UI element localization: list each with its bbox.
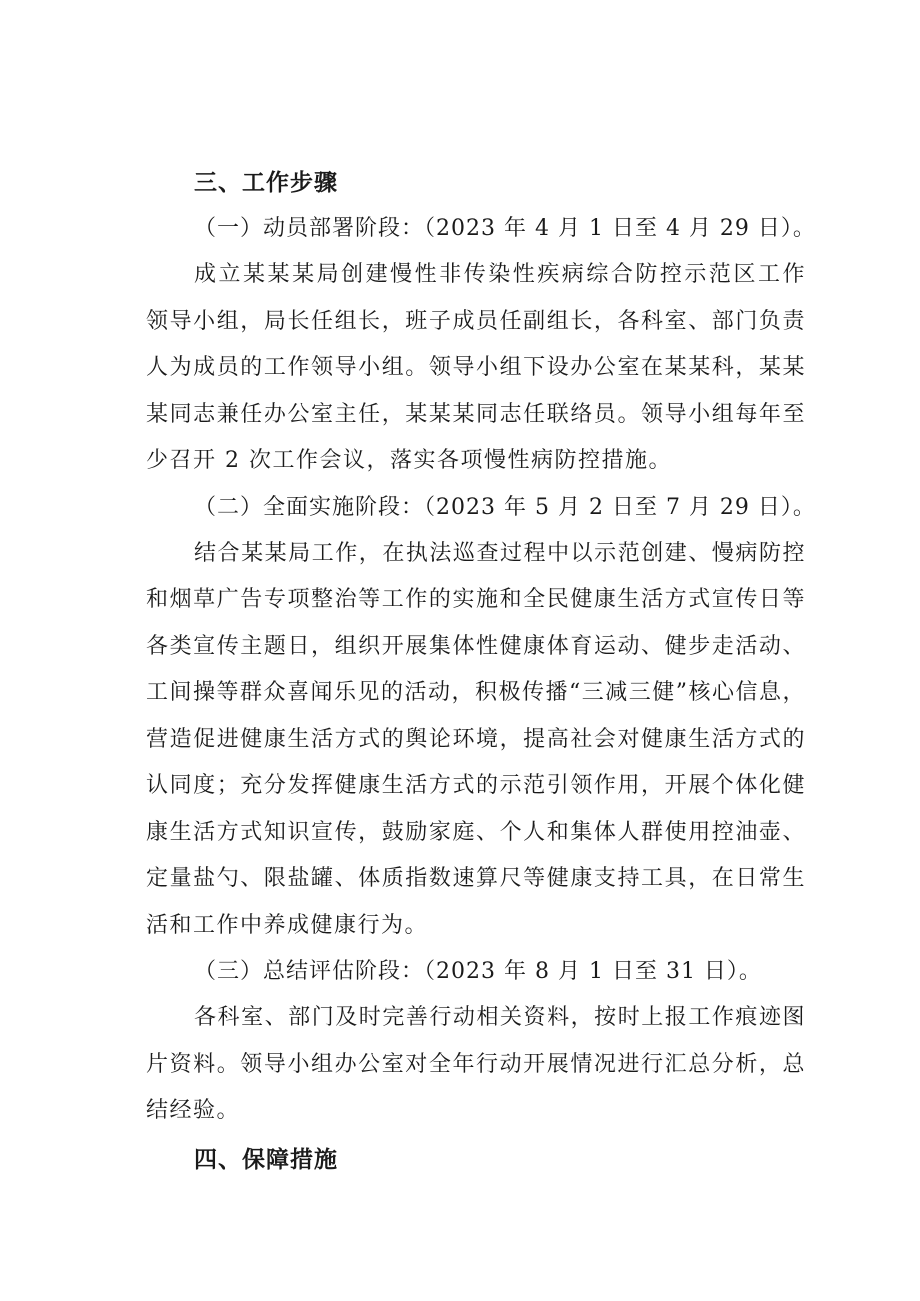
paragraph-line: 工间操等群众喜闻乐见的活动，积极传播“三减三健”核心信息， [146, 680, 806, 705]
paragraph-line: 少召开 2 次工作会议，落实各项慢性病防控措施。 [146, 448, 672, 473]
paragraph-line: 营造促进健康生活方式的舆论环境，提高社会对健康生活方式的 [146, 726, 806, 752]
paragraph-line: 结合某某局工作，在执法巡查过程中以示范创建、慢病防控 [194, 540, 806, 566]
paragraph-line: 和烟草广告专项整治等工作的实施和全民健康生活方式宣传日等 [146, 587, 806, 612]
phase-2-paragraph [146, 531, 806, 950]
paragraph-line: 康生活方式知识宣传，鼓励家庭、个人和集体人群使用控油壶、 [146, 819, 806, 845]
paragraph-line: 认同度；充分发挥健康生活方式的示范引领作用，开展个体化健 [146, 773, 806, 798]
phase-1-title: （一）动员部署阶段：（2023 年 4 月 1 日至 4 月 29 日）。 [194, 216, 816, 241]
paragraph-line: 人为成员的工作领导小组。领导小组下设办公室在某某科，某某 [146, 355, 806, 380]
paragraph-line: 各科室、部门及时完善行动相关资料，按时上报工作痕迹图 [194, 1005, 806, 1030]
section-heading-safeguards: 四、保障措施 [194, 1146, 338, 1173]
section-heading-work-steps: 三、工作步骤 [194, 170, 338, 196]
paragraph-line: 片资料。领导小组办公室对全年行动开展情况进行汇总分析，总 [146, 1051, 806, 1077]
phase-2-title: （二）全面实施阶段：（2023 年 5 月 2 日至 7 月 29 日）。 [194, 494, 816, 520]
paragraph-line: 活和工作中养成健康行为。 [146, 912, 429, 938]
document-body [146, 160, 816, 1183]
paragraph-line: 各类宣传主题日，组织开展集体性健康体育运动、健步走活动、 [146, 633, 806, 659]
paragraph-line: 某同志兼任办公室主任，某某某同志任联络员。领导小组每年至 [146, 401, 806, 427]
paragraph-line: 定量盐勺、限盐罐、体质指数速算尺等健康支持工具，在日常生 [146, 866, 806, 891]
paragraph-line: 成立某某某局创建慢性非传染性疾病综合防控示范区工作 [194, 262, 806, 287]
phase-1-paragraph [146, 252, 806, 485]
phase-3-title: （三）总结评估阶段：（2023 年 8 月 1 日至 31 日）。 [194, 959, 762, 984]
paragraph-line: 领导小组，局长任组长，班子成员任副组长，各科室、部门负责 [146, 308, 806, 334]
phase-3-paragraph [146, 995, 806, 1135]
paragraph-line: 结经验。 [146, 1098, 241, 1123]
